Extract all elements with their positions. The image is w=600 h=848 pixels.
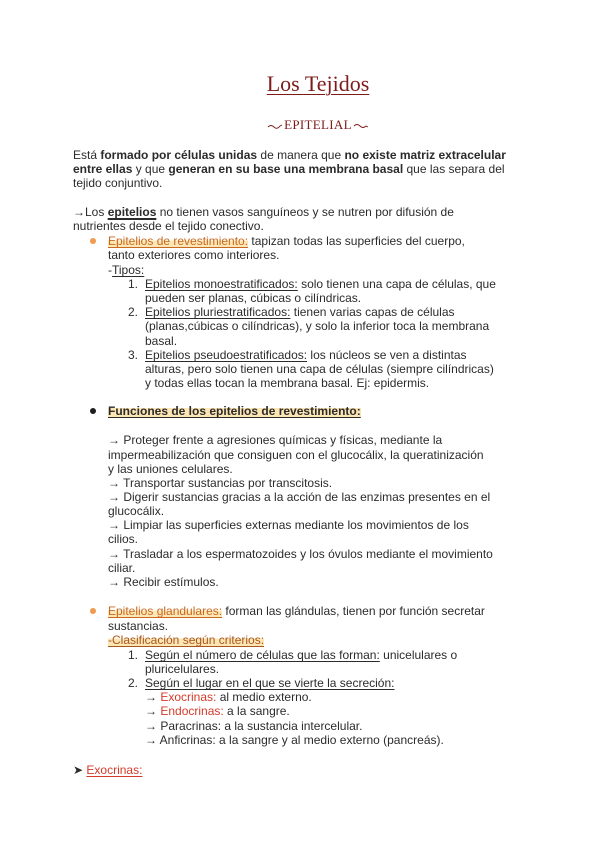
secretion-type xyxy=(145,733,444,747)
secretion-type-desc: a la sangre. xyxy=(223,704,290,718)
secretion-type xyxy=(145,690,312,704)
subtitle-text: EPITELIAL xyxy=(284,117,352,132)
vascular-note-line xyxy=(73,205,454,219)
section-subtitle xyxy=(118,117,518,133)
intro-line xyxy=(73,176,162,190)
type-label: Epitelios pseudoestratificados: xyxy=(145,348,308,362)
type-label: Epitelios pluriestratificados: xyxy=(145,305,291,319)
secretion-type-name: Anficrinas: xyxy=(159,733,216,747)
type-text: tienen varias capas de células xyxy=(290,305,455,319)
arrow: → xyxy=(145,719,161,733)
item-number: 2. xyxy=(128,676,139,690)
item-number: 1. xyxy=(128,277,139,291)
arrow: → xyxy=(145,690,161,704)
type-item xyxy=(128,348,467,362)
glandulares-label: Epitelios glandulares: xyxy=(108,604,223,618)
function-line: cilios. xyxy=(108,532,139,546)
function-line: ciliar. xyxy=(108,561,136,575)
revestimiento-line xyxy=(108,234,465,248)
secretion-type-name: Exocrinas: xyxy=(160,690,217,704)
intro-text: Está xyxy=(73,148,101,162)
type-item xyxy=(128,305,455,319)
flourish-left-icon xyxy=(267,122,283,130)
bullet-dot xyxy=(90,408,96,414)
note-text: →Los xyxy=(73,205,108,219)
secretion-type-desc: a la sangre y al medio externo (pancreás). xyxy=(215,733,444,747)
criteria-item-text: unicelulares o xyxy=(379,648,458,662)
type-label: Epitelios monoestratificados: xyxy=(145,277,298,291)
type-item-line xyxy=(145,319,489,333)
revestimiento-text: tanto exteriores como interiores. xyxy=(108,248,280,262)
type-text: los núcleos se ven a distintas xyxy=(307,348,467,362)
type-item-line xyxy=(145,334,177,348)
secretion-type-name: Endocrinas: xyxy=(160,704,224,718)
criteria-item xyxy=(128,648,457,662)
type-text: alturas, pero solo tienen una capa de células (siempre cilíndricas) xyxy=(145,362,494,376)
criteria-label: -Clasificación según criterios: xyxy=(108,633,265,647)
arrow: → xyxy=(145,704,161,718)
intro-text: de manera que xyxy=(257,148,345,162)
type-text: y todas ellas tocan la membrana basal. Ej: epidermis. xyxy=(145,376,430,390)
intro-line xyxy=(73,148,506,162)
criteria-item-line xyxy=(145,662,219,676)
functions-heading xyxy=(108,404,361,418)
item-number: 1. xyxy=(128,648,139,662)
type-item-line xyxy=(145,362,494,376)
type-item xyxy=(128,277,496,291)
revestimiento-text: tapizan todas las superficies del cuerpo, xyxy=(248,234,465,248)
revestimiento-line xyxy=(108,248,279,262)
page-title: Los Tejidos xyxy=(266,71,370,96)
bullet-dot xyxy=(90,608,96,614)
function-line: → Limpiar las superficies externas mediante los movimientos de los xyxy=(108,518,469,532)
criteria-item xyxy=(128,676,395,690)
intro-bold-text: no existe matriz extracelular xyxy=(344,148,506,162)
intro-bold-text: entre ellas xyxy=(73,162,133,176)
functions-label: Funciones de los epitelios de revestimiento: xyxy=(108,404,361,418)
item-number: 2. xyxy=(128,305,139,319)
type-text: basal. xyxy=(145,334,178,348)
criteria-item-text: pluricelulares. xyxy=(145,662,220,676)
next-section-label: Exocrinas: xyxy=(86,763,143,777)
function-line: → Recibir estímulos. xyxy=(108,575,219,589)
criteria-item-label: Según el número de células que las forman: xyxy=(145,648,380,662)
arrow: → xyxy=(145,733,160,747)
note-text: nutrientes desde el tejido conectivo. xyxy=(73,219,264,233)
glandulares-text: forman las glándulas, tienen por función secretar xyxy=(222,604,485,618)
type-text: pueden ser planas, cúbicas o cilíndricas. xyxy=(145,291,362,305)
function-line: glucocálix. xyxy=(108,504,165,518)
revestimiento-label: Epitelios de revestimiento: xyxy=(108,234,249,248)
intro-bold-text: generan en su base una membrana basal xyxy=(168,162,404,176)
function-line: → Proteger frente a agresiones químicas y físicas, mediante la xyxy=(108,433,443,447)
secretion-type xyxy=(145,719,362,733)
next-section-heading xyxy=(73,763,142,777)
item-number: 3. xyxy=(128,348,139,362)
function-line: → Transportar sustancias por transcitosis. xyxy=(108,476,333,490)
note-text: no tienen vasos sanguíneos y se nutren por difusión de xyxy=(156,205,454,219)
arrowhead-marker-icon: ➤ xyxy=(73,763,87,777)
function-line: impermeabilización que consiguen con el glucocálix, la queratinización xyxy=(108,448,484,462)
function-line: y las uniones celulares. xyxy=(108,462,233,476)
criteria-heading xyxy=(108,633,264,647)
intro-text: que las separa del xyxy=(403,162,505,176)
intro-bold-text: formado por células unidas xyxy=(100,148,258,162)
type-text: solo tienen una capa de células, que xyxy=(297,277,496,291)
bullet-dot xyxy=(90,238,96,244)
type-text: (planas,cúbicas o cilíndricas), y solo la inferior toca la membrana xyxy=(145,319,490,333)
criteria-item-label: Según el lugar en el que se vierte la secreción: xyxy=(145,676,395,690)
glandulares-line xyxy=(108,619,168,633)
function-line: → Trasladar a los espermatozoides y los óvulos mediante el movimiento xyxy=(108,547,493,561)
note-underlined-term: epitelios xyxy=(107,205,157,219)
types-prefix: - xyxy=(108,263,112,277)
vascular-note-line xyxy=(73,219,264,233)
secretion-type-name: Paracrinas: xyxy=(160,719,222,733)
type-item-line xyxy=(145,291,361,305)
flourish-right-icon xyxy=(353,122,369,130)
glandulares-line xyxy=(108,604,485,618)
intro-line xyxy=(73,162,505,176)
secretion-type xyxy=(145,704,290,718)
types-label: Tipos: xyxy=(112,263,145,277)
types-heading xyxy=(108,263,144,277)
secretion-type-desc: a la sustancia intercelular. xyxy=(221,719,363,733)
secretion-type-desc: al medio externo. xyxy=(216,690,312,704)
intro-text: y que xyxy=(132,162,169,176)
intro-text: tejido conjuntivo. xyxy=(73,176,163,190)
type-item-line xyxy=(145,376,429,390)
glandulares-text: sustancias. xyxy=(108,619,169,633)
function-line: → Digerir sustancias gracias a la acción de las enzimas presentes en el xyxy=(108,490,491,504)
